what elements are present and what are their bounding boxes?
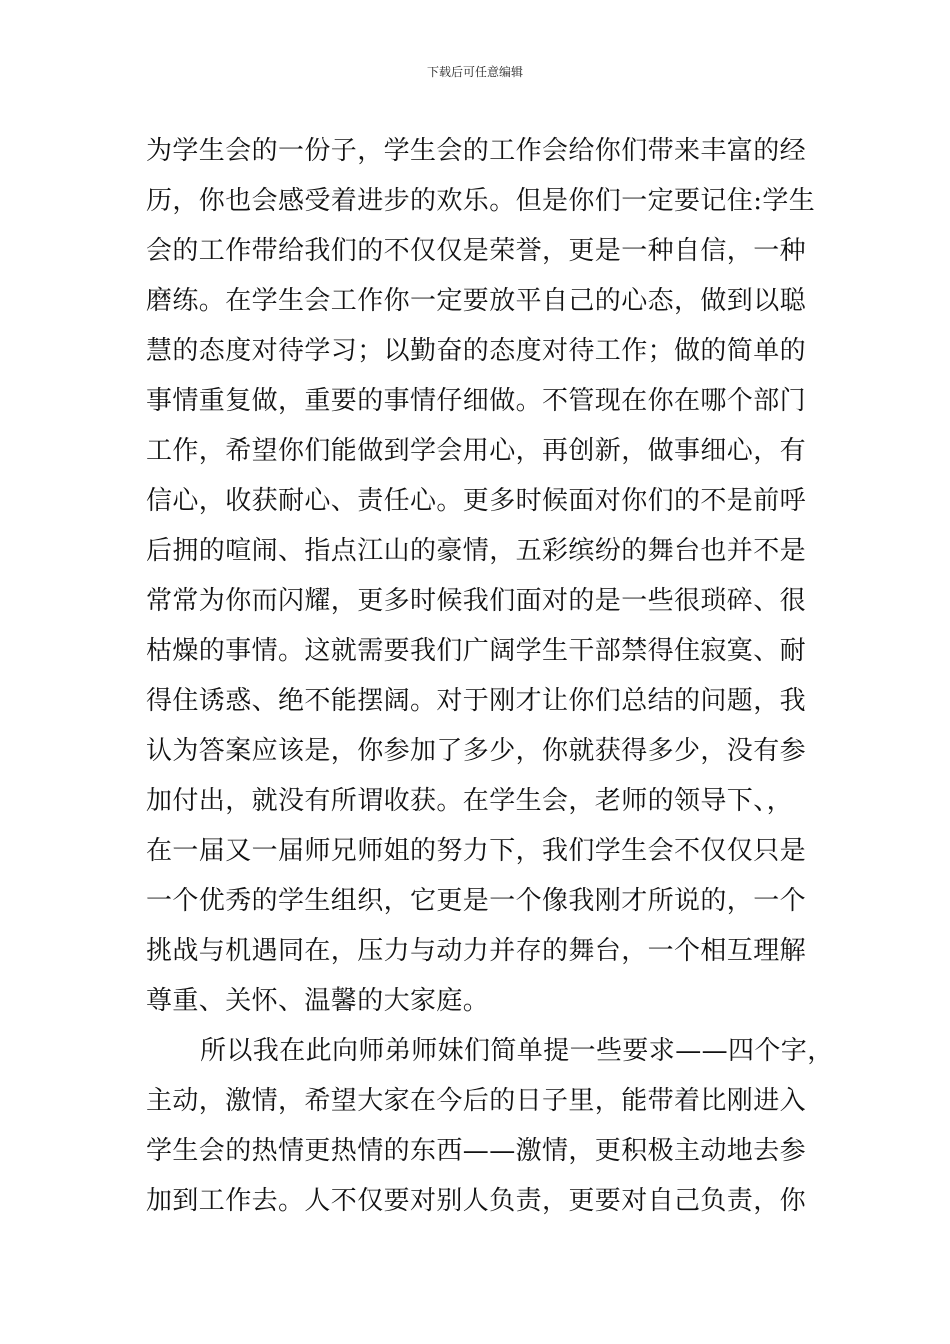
- text-line-12: 得住诱惑、绝不能摆阔。对于刚才让你们总结的问题，我: [146, 686, 807, 716]
- text-line-3: 会的工作带给我们的不仅仅是荣誉，更是一种自信，一种: [146, 236, 807, 266]
- text-line-2: 历，你也会感受着进步的欢乐。但是你们一定要记住:学生: [146, 186, 816, 216]
- text-line-10: 常常为你而闪耀，更多时候我们面对的是一些很琐碎、很: [146, 586, 807, 616]
- text-line-14: 加付出，就没有所谓收获。在学生会，老师的领导下、，: [146, 786, 794, 816]
- text-line-19: 所以我在此向师弟师妹们简单提一些要求——四个字，: [200, 1036, 834, 1066]
- document-body: [146, 126, 834, 1226]
- text-line-1: 为学生会的一份子，学生会的工作会给你们带来丰富的经: [146, 136, 807, 166]
- text-line-21: 学生会的热情更热情的东西——激情，更积极主动地去参: [146, 1136, 807, 1166]
- text-line-20: 主动，激情，希望大家在今后的日子里，能带着比刚进入: [146, 1086, 807, 1116]
- text-line-15: 在一届又一届师兄师姐的努力下，我们学生会不仅仅只是: [146, 836, 807, 866]
- page-header: 下载后可任意编辑: [426, 65, 523, 79]
- text-line-22: 加到工作去。人不仅要对别人负责，更要对自己负责，你: [146, 1186, 807, 1216]
- text-line-17: 挑战与机遇同在，压力与动力并存的舞台，一个相互理解: [146, 936, 807, 966]
- text-line-8: 信心，收获耐心、责任心。更多时候面对你们的不是前呼: [146, 486, 807, 516]
- text-line-6: 事情重复做，重要的事情仔细做。不管现在你在哪个部门: [146, 386, 807, 416]
- text-line-9: 后拥的喧闹、指点江山的豪情，五彩缤纷的舞台也并不是: [146, 536, 807, 566]
- text-line-16: 一个优秀的学生组织，它更是一个像我刚才所说的，一个: [146, 886, 807, 916]
- text-line-13: 认为答案应该是，你参加了多少，你就获得多少，没有参: [146, 736, 807, 766]
- text-line-4: 磨练。在学生会工作你一定要放平自己的心态，做到以聪: [146, 286, 807, 316]
- text-line-11: 枯燥的事情。这就需要我们广阔学生干部禁得住寂寞、耐: [146, 636, 807, 666]
- text-line-5: 慧的态度对待学习；以勤奋的态度对待工作；做的简单的: [146, 336, 807, 366]
- text-line-18: 尊重、关怀、温馨的大家庭。: [146, 986, 490, 1016]
- text-line-7: 工作，希望你们能做到学会用心，再创新，做事细心，有: [146, 436, 807, 466]
